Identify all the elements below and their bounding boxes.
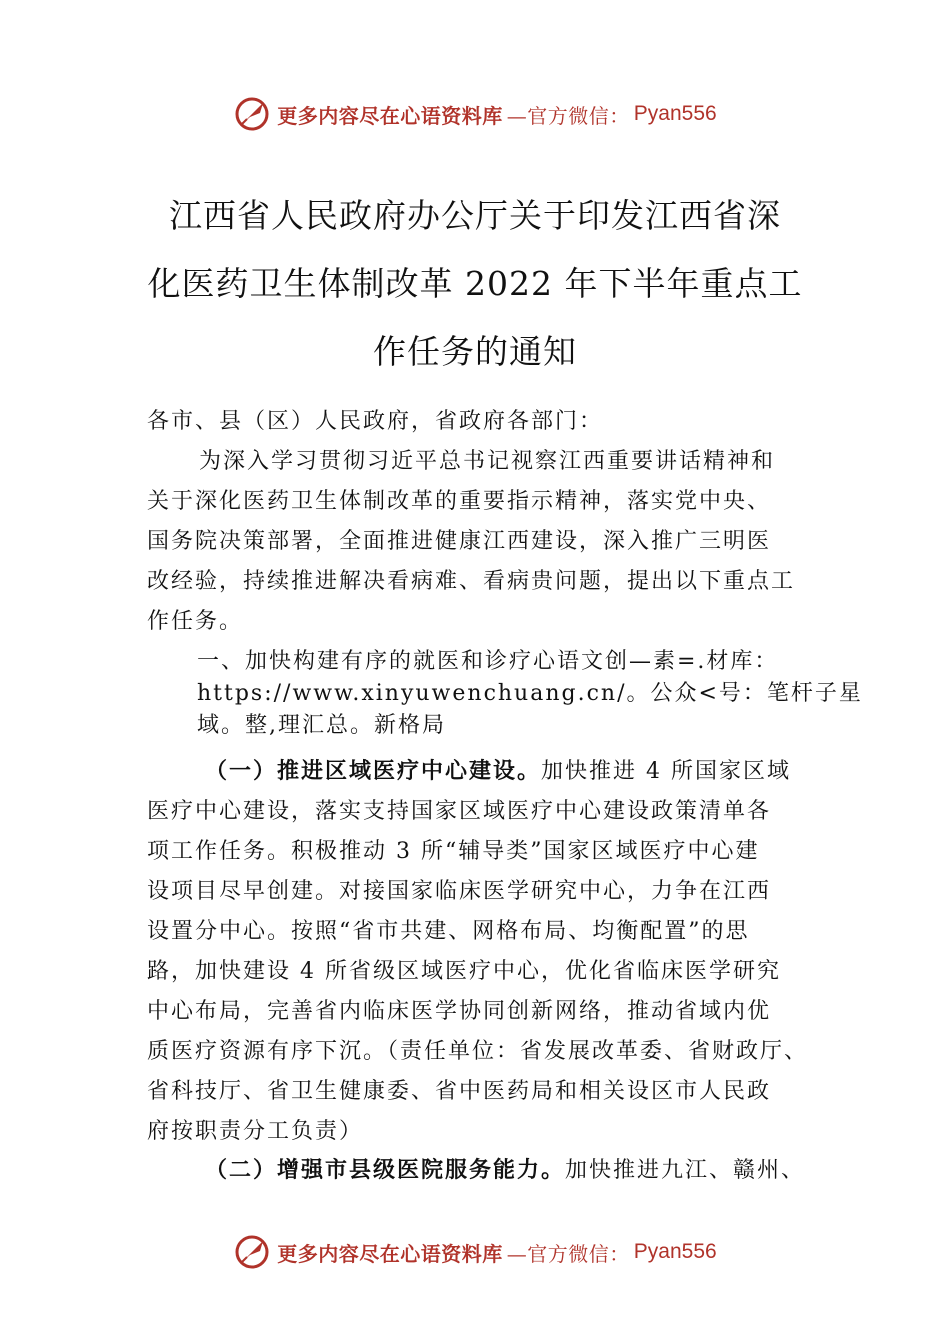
quill-logo-icon xyxy=(233,1233,271,1271)
paragraph-line: 改经验，持续推进解决看病难、看病贵问题，提出以下重点工 xyxy=(147,569,796,594)
watermark-banner-bottom xyxy=(0,1232,950,1272)
subsection-1-first-rest: 加快推进 4 所国家区域 xyxy=(541,759,791,784)
subsection-1-lead: （一）推进区域医疗中心建设。 xyxy=(205,758,542,784)
subsection-1-paragraph xyxy=(147,751,837,1152)
paragraph-line: 医疗中心建设，落实支持国家区域医疗中心建设政策清单各 xyxy=(147,799,772,824)
paragraph-line: 府按职责分工负责） xyxy=(147,1119,364,1144)
title-line: 作任务的通知 xyxy=(373,332,577,371)
watermark-banner-top xyxy=(0,94,950,134)
title-line: 化医药卫生体制改革 2022 年下半年重点工 xyxy=(147,264,803,303)
paragraph-line: 省科技厅、省卫生健康委、省中医药局和相关设区市人民政 xyxy=(147,1079,772,1104)
paragraph-line: 作任务。 xyxy=(147,609,244,634)
paragraph-line: 路，加快建设 4 所省级区域医疗中心，优化省临床医学研究 xyxy=(147,959,781,984)
watermark-wechat-id: Pyan556 xyxy=(633,1240,717,1263)
salutation: 各市、县（区）人民政府，省政府各部门： xyxy=(147,409,604,434)
paragraph-line: 中心布局，完善省内临床医学协同创新网络，推动省域内优 xyxy=(147,999,772,1024)
section-heading-1 xyxy=(197,646,863,742)
paragraph-first-line xyxy=(147,751,837,792)
paragraph-line: 项工作任务。积极推动 3 所“辅导类”国家区域医疗中心建 xyxy=(147,839,760,864)
watermark-official-text: —官方微信： xyxy=(506,1241,630,1266)
heading-line: 域。整,理汇总。新格局 xyxy=(197,713,446,738)
paragraph-line: 为深入学习贯彻习近平总书记视察江西重要讲话精神和 xyxy=(199,449,776,474)
quill-logo-icon xyxy=(233,95,271,133)
paragraph-first-line xyxy=(147,1150,837,1191)
watermark-brand-text: 更多内容尽在心语资料库 xyxy=(277,103,503,128)
document-title xyxy=(120,182,830,386)
subsection-2-first-rest: 加快推进九江、赣州、 xyxy=(565,1158,806,1183)
subsection-2-lead: （二）增强市县级医院服务能力。 xyxy=(205,1157,566,1183)
subsection-2-paragraph xyxy=(147,1150,837,1191)
heading-line: https://www.xinyuwenchuang.cn/。公众<号：笔杆子星 xyxy=(197,681,863,706)
watermark-brand-text: 更多内容尽在心语资料库 xyxy=(277,1241,503,1266)
watermark-wechat-id: Pyan556 xyxy=(633,102,717,125)
paragraph-line: 质医疗资源有序下沉。（责任单位：省发展改革委、省财政厅、 xyxy=(147,1039,809,1064)
title-line: 江西省人民政府办公厅关于印发江西省深 xyxy=(169,196,781,235)
paragraph-line: 设置分中心。按照“省市共建、网格布局、均衡配置”的思 xyxy=(147,919,750,944)
heading-line: 一、加快构建有序的就医和诊疗心语文创—素=.材库： xyxy=(197,649,779,674)
paragraph-line: 国务院决策部署，全面推进健康江西建设，深入推广三明医 xyxy=(147,529,772,554)
watermark-official-text: —官方微信： xyxy=(506,103,630,128)
paragraph-line: 关于深化医药卫生体制改革的重要指示精神，落实党中央、 xyxy=(147,489,772,514)
intro-paragraph xyxy=(147,442,837,642)
paragraph-line: 设项目尽早创建。对接国家临床医学研究中心，力争在江西 xyxy=(147,879,772,904)
